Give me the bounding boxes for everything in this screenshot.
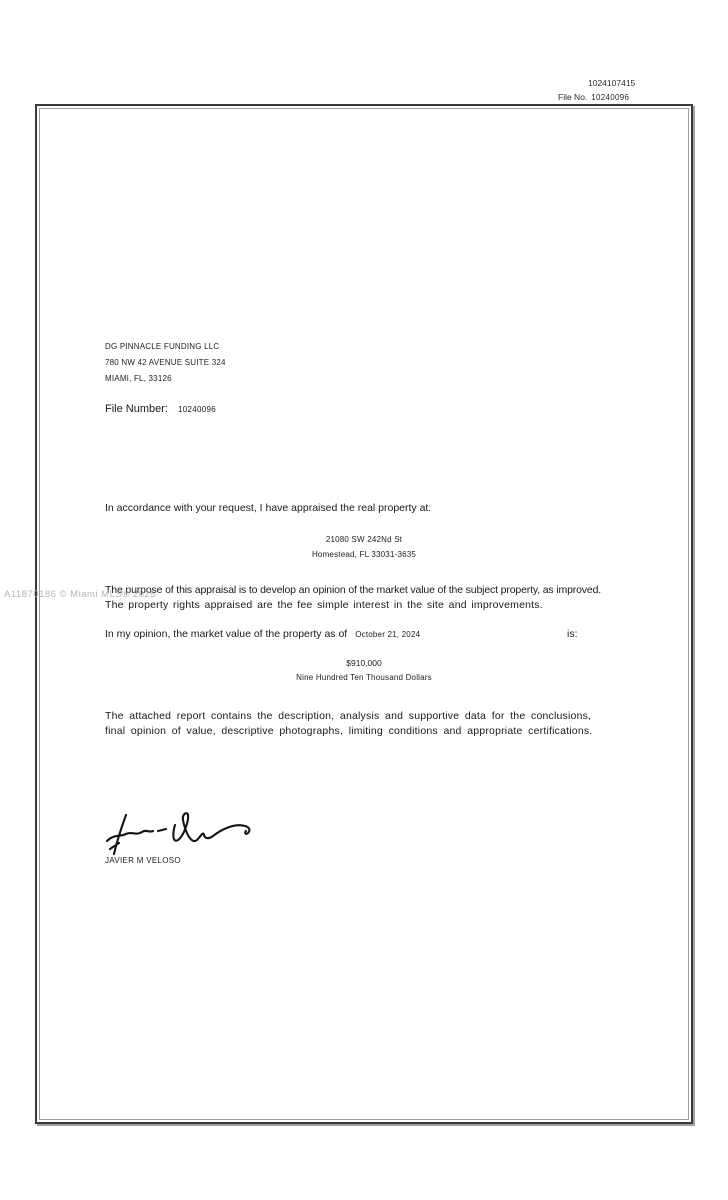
recipient-name: DG PINNACLE FUNDING LLC — [105, 342, 220, 351]
closing-line-1: The attached report contains the description, analysis and supportive data for the conclusions, — [105, 710, 592, 722]
signature-image — [105, 810, 257, 858]
letter-border-frame — [35, 104, 693, 1124]
property-street: 21080 SW 242Nd St — [325, 535, 403, 544]
file-no-header — [558, 92, 629, 102]
effective-date: October 21, 2024 — [355, 630, 421, 639]
purpose-paragraph — [105, 583, 601, 612]
opinion-sentence — [105, 628, 420, 640]
opinion-prefix: In my opinion, the market value of the property as of — [105, 628, 348, 640]
appraised-value-words: Nine Hundred Ten Thousand Dollars — [296, 673, 432, 682]
purpose-line-1: The purpose of this appraisal is to develop an opinion of the market value of the subject property, as improved. — [105, 584, 602, 596]
document-number: 1024107415 — [588, 78, 636, 88]
property-city-state-zip: Homestead, FL 33031-3635 — [311, 550, 417, 559]
intro-sentence: In accordance with your request, I have appraised the real property at: — [105, 502, 432, 514]
appraised-value-amount: $910,000 — [346, 658, 382, 668]
purpose-line-2: The property rights appraised are the fee simple interest in the site and improvements. — [105, 598, 543, 611]
signer-name: JAVIER M VELOSO — [105, 856, 181, 865]
file-no-label: File No. — [558, 92, 588, 102]
letter-inner-border — [39, 108, 689, 1120]
mls-watermark: A11870186 © Miami MLS® 2025 — [4, 589, 156, 600]
closing-line-2: final opinion of value, descriptive photographs, limiting conditions and appropriate certifications. — [105, 724, 593, 737]
recipient-address-block — [105, 339, 226, 387]
file-no-value: 10240096 — [591, 93, 630, 102]
recipient-street: 780 NW 42 AVENUE SUITE 324 — [105, 358, 226, 367]
recipient-city: MIAMI, FL, 33126 — [105, 374, 172, 383]
file-number-label: File Number: — [105, 403, 168, 415]
file-number-row — [105, 403, 216, 415]
property-address-block — [37, 532, 691, 562]
opinion-suffix: is: — [567, 628, 578, 640]
closing-paragraph — [105, 709, 592, 738]
file-number-value: 10240096 — [177, 405, 216, 414]
